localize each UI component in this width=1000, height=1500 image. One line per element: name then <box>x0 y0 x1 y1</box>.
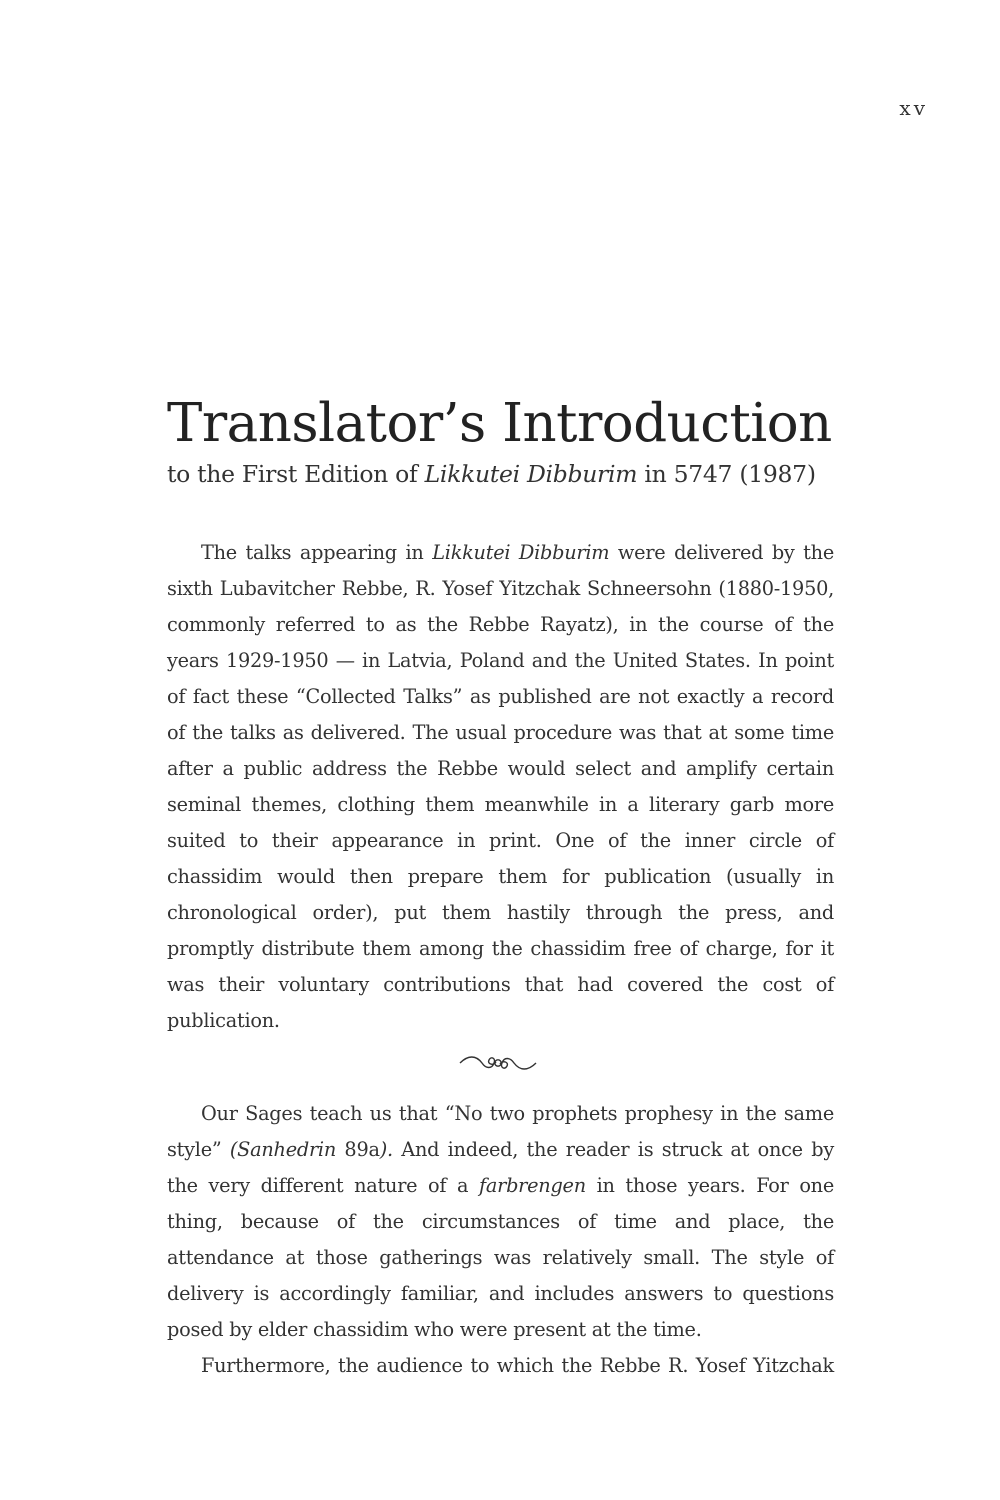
paragraph-italic: ). <box>379 1138 393 1161</box>
paragraph-text: in those years. For one thing, because of the circumstances of time and place, the attendance at those gatherings was relatively small. The style of delivery is accordingly familiar, and includes answers to questions posed by elder chassidim who were present at the time. <box>167 1174 835 1341</box>
page-number: xv <box>899 96 928 120</box>
paragraph-text: Our Sages teach us that “No two prophets prophesy in the same style” <box>167 1102 834 1161</box>
subtitle-suffix: in 5747 (1987) <box>637 460 816 488</box>
paragraph <box>167 535 834 1039</box>
paragraph-italic: (Sanhedrin <box>229 1138 337 1161</box>
subtitle-prefix: to the First Edition of <box>167 460 425 488</box>
paragraph: Furthermore, the audience to which the Rebbe R. Yosef Yitzchak <box>201 1354 834 1377</box>
paragraph-text: 89a <box>336 1138 380 1161</box>
paragraph-text: were delivered by the sixth Lubavitcher Rebbe, R. Yosef Yitzchak Schneersohn (1880-1950, commonly referred to as the Rebbe Rayatz), in the course of the years 1929-1950 — in Latvia, Poland and the United States. In point of fact these “Collected Talks” as published are not exactly a record of the talks as delivered. The usual procedure was that at some time after a public address the Rebbe would select and amplify certain seminal themes, clothing them meanwhile in a literary garb more suited to their appearance in print. One of the inner circle of chassidim would then prepare them for publication (usually in chronological order), put them hastily through the press, and promptly distribute them among the chassidim free of charge, for it was their voluntary contributions that had covered the cost of publication. <box>167 541 834 1032</box>
paragraph-text: And indeed, the reader is struck at once by the very different nature of a <box>167 1138 834 1197</box>
section-one <box>167 535 834 1039</box>
subtitle-book-title: Likkutei Dibburim <box>424 460 638 488</box>
section-two <box>167 1096 834 1384</box>
paragraph-text: The talks appearing in <box>201 541 433 564</box>
chapter-subtitle <box>167 456 847 492</box>
fleuron-ornament-icon <box>458 1051 538 1075</box>
paragraph <box>167 1096 834 1348</box>
chapter-heading <box>167 392 847 492</box>
paragraph-italic: farbrengen <box>478 1174 586 1197</box>
chapter-title: Translator’s Introduction <box>167 393 832 454</box>
paragraph-italic: Likkutei Dibburim <box>432 541 610 564</box>
